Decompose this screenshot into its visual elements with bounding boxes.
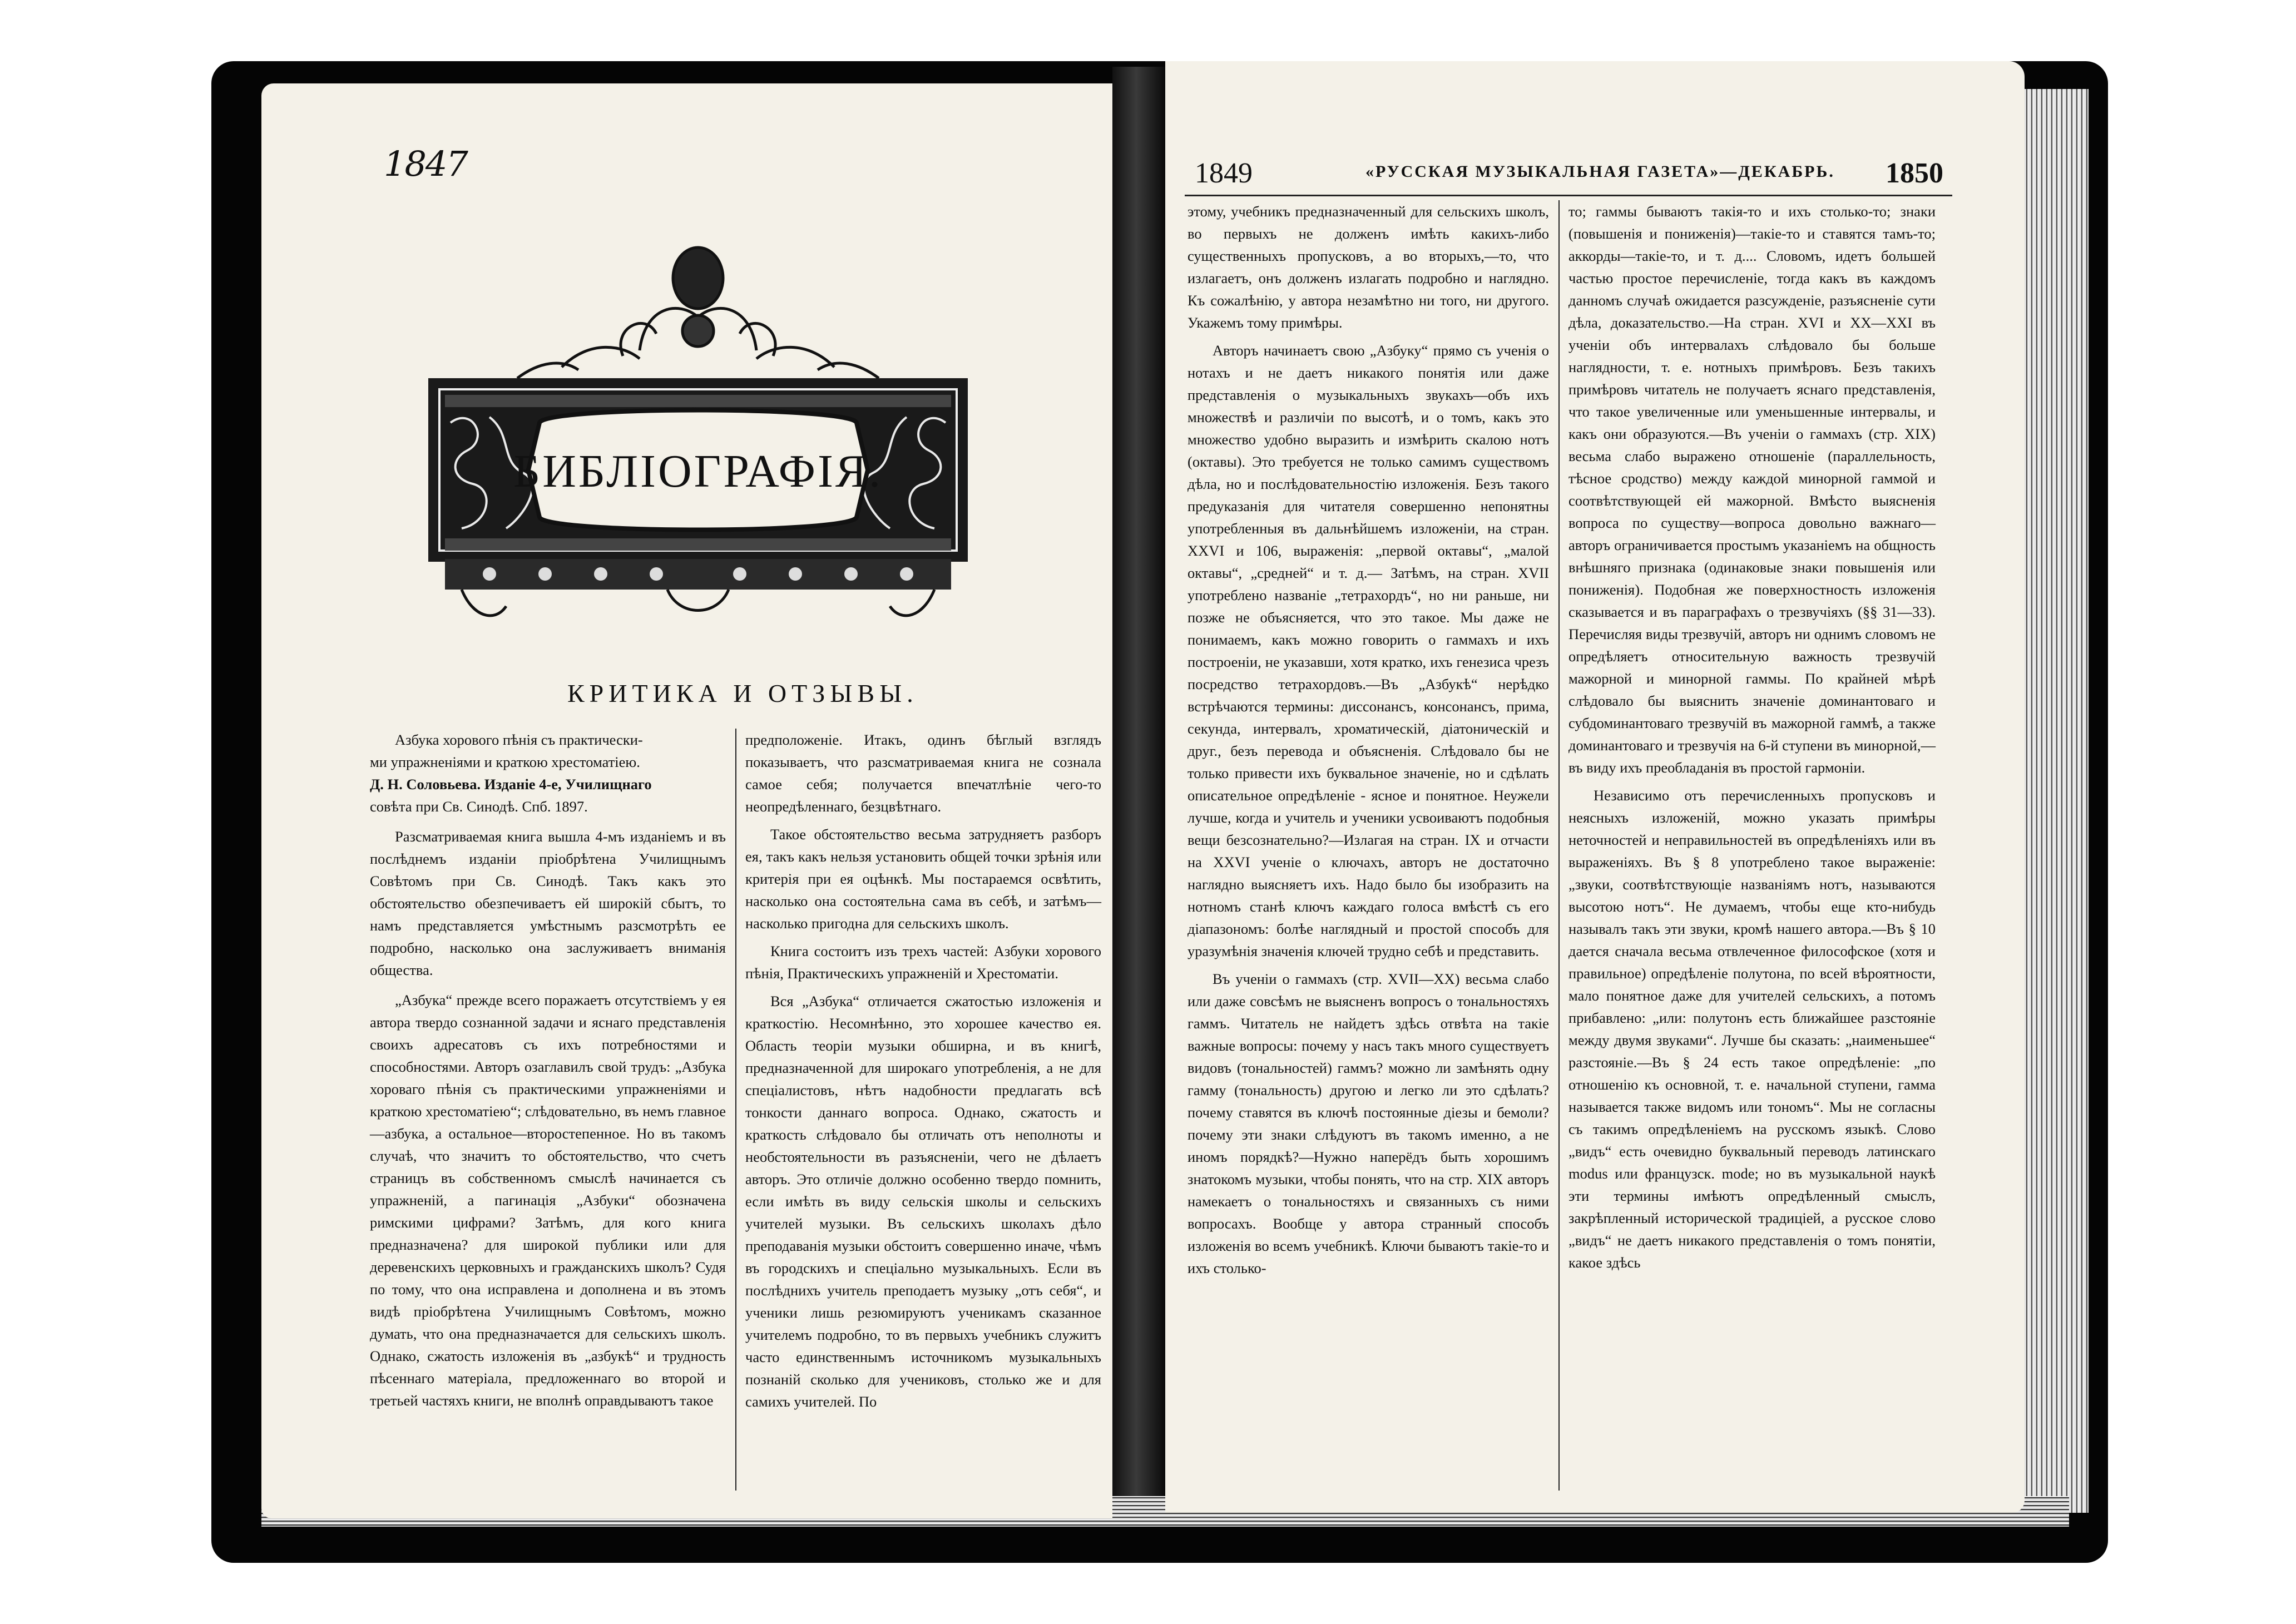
paragraph: этому, учебникъ предназначенный для сельскихъ школъ, во первыхъ не долженъ имѣть какихъ-либо существенныхъ пропусковъ, а во вторыхъ,—то, что излагаетъ, онъ долженъ излагать подробно и наглядно. Къ сожалѣнію, у автора незамѣтно ни того, ни другого. Укажемъ тому примѣры. xyxy=(1187,203,1549,331)
crest-ornament xyxy=(517,247,879,378)
page-number-left: 1849 xyxy=(1195,157,1253,189)
book-reference-line: ми упражненіями и краткою хрестоматіею. xyxy=(370,754,640,770)
paragraph: Независимо отъ перечисленныхъ пропусковъ и неясныхъ изложеній, можно указать примѣры неточностей и неправильностей въ опредѣленіяхъ или въ выраженіяхъ. Въ § 8 употреблено такое выраженіе: „звуки, соотвѣтствующіе названіямъ нотъ, называются высотою нотъ“. Не думаемъ, чтобы еще кто-нибудь называлъ такъ эти звуки, кромѣ нашего автора.—Въ § 10 дается сначала весьма отвлеченное философское (хотя и правильное) опредѣленіе полутона, по всей вѣроятности, мало понятное даже для учителей сельскихъ, а потомъ прибавлено: „или: полутонъ есть ближайшее разстояніе между двумя звуками“. Лучше бы сказать: „наименьшее“ разстояніе.—Въ § 24 есть такое опредѣленіе: „по отношенію къ основной, т. е. начальной ступени, гамма называется также видомъ или тономъ“. Мы не согласны съ такимъ опредѣленіемъ на русскомъ языкѣ. Слово „видъ“ есть очевидно буквальный переводъ латинскаго modus или французск. mode; но въ музыкальной наукѣ эти термины имѣютъ опредѣленный смыслъ, закрѣпленный исторической традиціей, а русское слово „видъ“ не даетъ никакого представленія о томъ понятіи, какое здѣсь xyxy=(1568,787,1936,1271)
handwritten-page-number: 1847 xyxy=(384,143,467,184)
page-number-right: 1850 xyxy=(1886,157,1943,189)
column-divider xyxy=(735,729,736,1491)
left-column-2 xyxy=(745,729,1101,1413)
paragraph: Вся „Азбука“ отличается сжатостью изложенія и краткостію. Несомнѣнно, это хорошее качество ея. Область теоріи музыки обширна, и въ книгѣ, предназначенной для широкаго употребленія, а не для спеціалистовъ, нѣтъ надобности предлагать всѣ тонкости даннаго вопроса. Однако, сжатость и краткость слѣдовало бы отличать отъ неполноты и необстоятельности въ разъясненіи, чего не дѣлаетъ авторъ. Это отличіе должно особенно твердо помнить, если имѣть въ виду сельскія школы и сельскихъ учителей музыки. Въ сельскихъ школахъ дѣло преподаванія музыки обстоитъ совершенно иначе, чѣмъ въ городскихъ и спеціально музыкальныхъ. Если въ послѣднихъ учитель преподаетъ музыку „отъ себя“, и ученики лишь резюмируютъ ученикамъ сказанное учителемъ подробно, то въ первыхъ учебникъ служитъ часто единственнымъ источникомъ музыкальныхъ познаній сколько для учениковъ, столько же и для самихъ учителей. По xyxy=(745,993,1101,1410)
book-reference-line: совѣта при Св. Синодѣ. Спб. 1897. xyxy=(370,798,588,815)
book-gutter xyxy=(1112,67,1165,1524)
paragraph: предположеніе. Итакъ, одинъ бѣглый взглядъ показываетъ, что разсматриваемая книга не сознала самое себя; получается впечатлѣніе чего-то неопредѣленнаго, безцвѣтнаго. xyxy=(745,731,1101,815)
right-column-1 xyxy=(1187,200,1549,1279)
paragraph: Разсматриваемая книга вышла 4-мъ изданіемъ и въ послѣднемъ изданіи пріобрѣтена Училищнымъ Совѣтомъ при Св. Синодѣ. Такъ какъ это обстоятельство обезпечиваетъ ей широкій сбытъ, то намъ представляется умѣстнымъ разсмотрѣть ее подробно, насколько она заслуживаетъ вниманія общества. xyxy=(370,828,726,978)
book-reference-line: Д. Н. Соловьева. Изданіе 4-е, Училищнаго xyxy=(370,776,652,793)
banner-title: БИБЛІОГРАФІЯ. xyxy=(513,445,883,497)
left-column-1 xyxy=(370,729,726,1412)
page-edges-right xyxy=(2025,89,2089,1513)
paragraph: Книга состоитъ изъ трехъ частей: Азбуки хорового пѣнія, Практическихъ упражненій и Хрестоматіи. xyxy=(745,943,1101,982)
section-title: КРИТИКА И ОТЗЫВЫ. xyxy=(567,679,918,707)
paragraph: Такое обстоятельство весьма затрудняетъ разборъ ея, такъ какъ нельзя установить общей точки зрѣнія или критерія при ея оцѣнкѣ. Мы постараемся освѣтить, насколько она состоятельна сама въ себѣ, и затѣмъ—насколько пригодна для сельскихъ школъ. xyxy=(745,826,1101,932)
paragraph: „Азбука“ прежде всего поражаетъ отсутствіемъ у ея автора твердо сознанной задачи и яснаго представленія своихъ адресатовъ съ ихъ потребностями и способностями. Авторъ озаглавилъ свой трудъ: „Азбука хороваго пѣнія съ практическими упражненіями и краткою хрестоматіею“; слѣдовательно, въ немъ главное—азбука, а остальное—второстепенное. Но въ такомъ случаѣ, что значитъ то обстоятельство, что счетъ страницъ въ собственномъ смыслѣ начинается съ упражненій, а пагинація „Азбуки“ обозначена римскими цифрами? Затѣмъ, для кого книга предназначена? для широкой публики или для деревенскихъ церковныхъ и гражданскихъ школъ? Судя по тому, что она исправлена и дополнена и въ этомъ видѣ пріобрѣтена Училищнымъ Совѣтомъ, можно думать, что она предназначается для сельскихъ школъ. Однако, сжатость изложенія въ „азбукѣ“ и трудность пѣсеннаго матеріала, предложеннаго во второй и третьей частяхъ книги, не вполнѣ оправдываютъ такое xyxy=(370,992,726,1409)
paragraph: то; гаммы бываютъ такія-то и ихъ столько-то; знаки (повышенія и пониженія)—такіе-то и ставятся тамъ-то; аккорды—такіе-то, и т. д.... Словомъ, идетъ большей частью простое перечисленіе, тогда какъ въ каждомъ данномъ случаѣ ожидается разсужденіе, разъясненіе сути дѣла, доказательство.—На стран. XVI и XX—XXI въ ученіи объ интервалахъ слѣдовало бы больше наглядности, т. е. нотныхъ примѣровъ. Безъ такихъ примѣровъ читатель не получаетъ яснаго представленія, что такое увеличенные или уменьшенные интервалы, и какъ они образуются.—Въ ученіи о гаммахъ (стр. XIX) весьма слабо выражено отношеніе (параллельность, тѣсное сродство) между каждой минорной гаммой и соотвѣтствующей ей мажорной. Вмѣсто выясненія вопроса по существу—вопроса довольно важнаго—авторъ ограничивается простымъ указаніемъ на общность внѣшняго признака (одинаковые знаки повышенія или пониженія). Подобная же поверхностность изложенія сказывается и въ параграфахъ о трезвучіяхъ (§§ 31—33). Перечисляя виды трезвучій, авторъ ни однимъ словомъ не опредѣляетъ относительную важность трезвучій мажорной и минорной гаммы. По крайней мѣрѣ слѣдовало бы выяснить значеніе доминантоваго и субдоминантоваго трезвучій въ мажорной гаммѣ, а также доминантоваго и трезвучія на 6-й ступени въ минорной,—въ виду ихъ преобладанія въ простой гармоніи. xyxy=(1568,203,1936,776)
header-rule xyxy=(1185,195,1952,196)
paragraph: Авторъ начинаетъ свою „Азбуку“ прямо съ ученія о нотахъ и не даетъ никакого понятія или даже представленія о музыкальныхъ звукахъ—объ ихъ множествѣ и различіи по высотѣ, и о томъ, какъ это множество удобно выразить и измѣрить скалою нотъ (октавы). Это требуется не только самимъ существомъ дѣла, но и послѣдовательностію изложенія. Безъ такого предуказанія для читателя совершенно непонятны употребленныя въ дальнѣйшемъ изложеніи, на стран. XXVI и 106, выраженія: „первой октавы“, „малой октавы“, „средней“ и т. д.— Затѣмъ, на стран. XVII употреблено названіе „тетрахордъ“, но ни раньше, ни позже не объясняется, что это такое. Мы даже не понимаемъ, какъ можно говорить о гаммахъ и ихъ построеніи, не указавши, хотя кратко, ихъ генезиса чрезъ посредство тетрахордовъ.—Въ „Азбукѣ“ нерѣдко встрѣчаются термины: диссонансъ, консонансъ, прима, секунда, интервалъ, хроматическій, діатоническій и друг., безъ перевода и объясненія. Слѣдовало бы не только привести ихъ буквальное значеніе, но и сдѣлать описательное опредѣленіе - ясное и понятное. Неужели лучше, когда и учитель и ученики усвоиваютъ подобныя вещи безсознательно?—Излагая на стран. IX и отчасти на XXVI ученіе о ключахъ, авторъ не достаточно наглядно выясняетъ ихъ. Надо было бы изобразить на нотномъ станѣ ключъ каждаго голоса вмѣстѣ съ его діапазономъ: болѣе наглядный и простой способъ для уразумѣнія значенія ключей трудно себѣ и представить. xyxy=(1187,342,1549,959)
bibliography-ornament-banner xyxy=(378,239,1018,640)
column-divider xyxy=(1558,200,1560,1491)
running-title: «РУССКАЯ МУЗЫКАЛЬНАЯ ГАЗЕТА»—ДЕКАБРЬ. xyxy=(1365,162,1835,181)
paragraph: Въ ученіи о гаммахъ (стр. XVII—XX) весьма слабо или даже совсѣмъ не выясненъ вопросъ о тональностяхъ гаммъ. Читатель не найдетъ здѣсь отвѣта на такіе важные вопросы: почему у насъ такъ много существуетъ видовъ (тональностей) гаммъ? можно ли замѣнять одну гамму (тональность) другою и легко ли это сдѣлать? почему ставятся въ ключѣ постоянные діезы и бемоли? почему эти знаки слѣдуютъ въ такомъ именно, а не иномъ порядкѣ?—Нужно наперёдъ быть хорошимъ знатокомъ музыки, чтобы понять, что на стр. XIX авторъ намекаетъ о тональностяхъ и связанныхъ съ ними вопросахъ. Вообще у автора странный способъ изложенія во всемъ учебникѣ. Ключи бываютъ такіе-то и ихъ столько- xyxy=(1187,971,1549,1276)
right-column-2 xyxy=(1568,200,1936,1274)
book-reference-line: Азбука хорового пѣнія съ практически- xyxy=(395,731,643,748)
